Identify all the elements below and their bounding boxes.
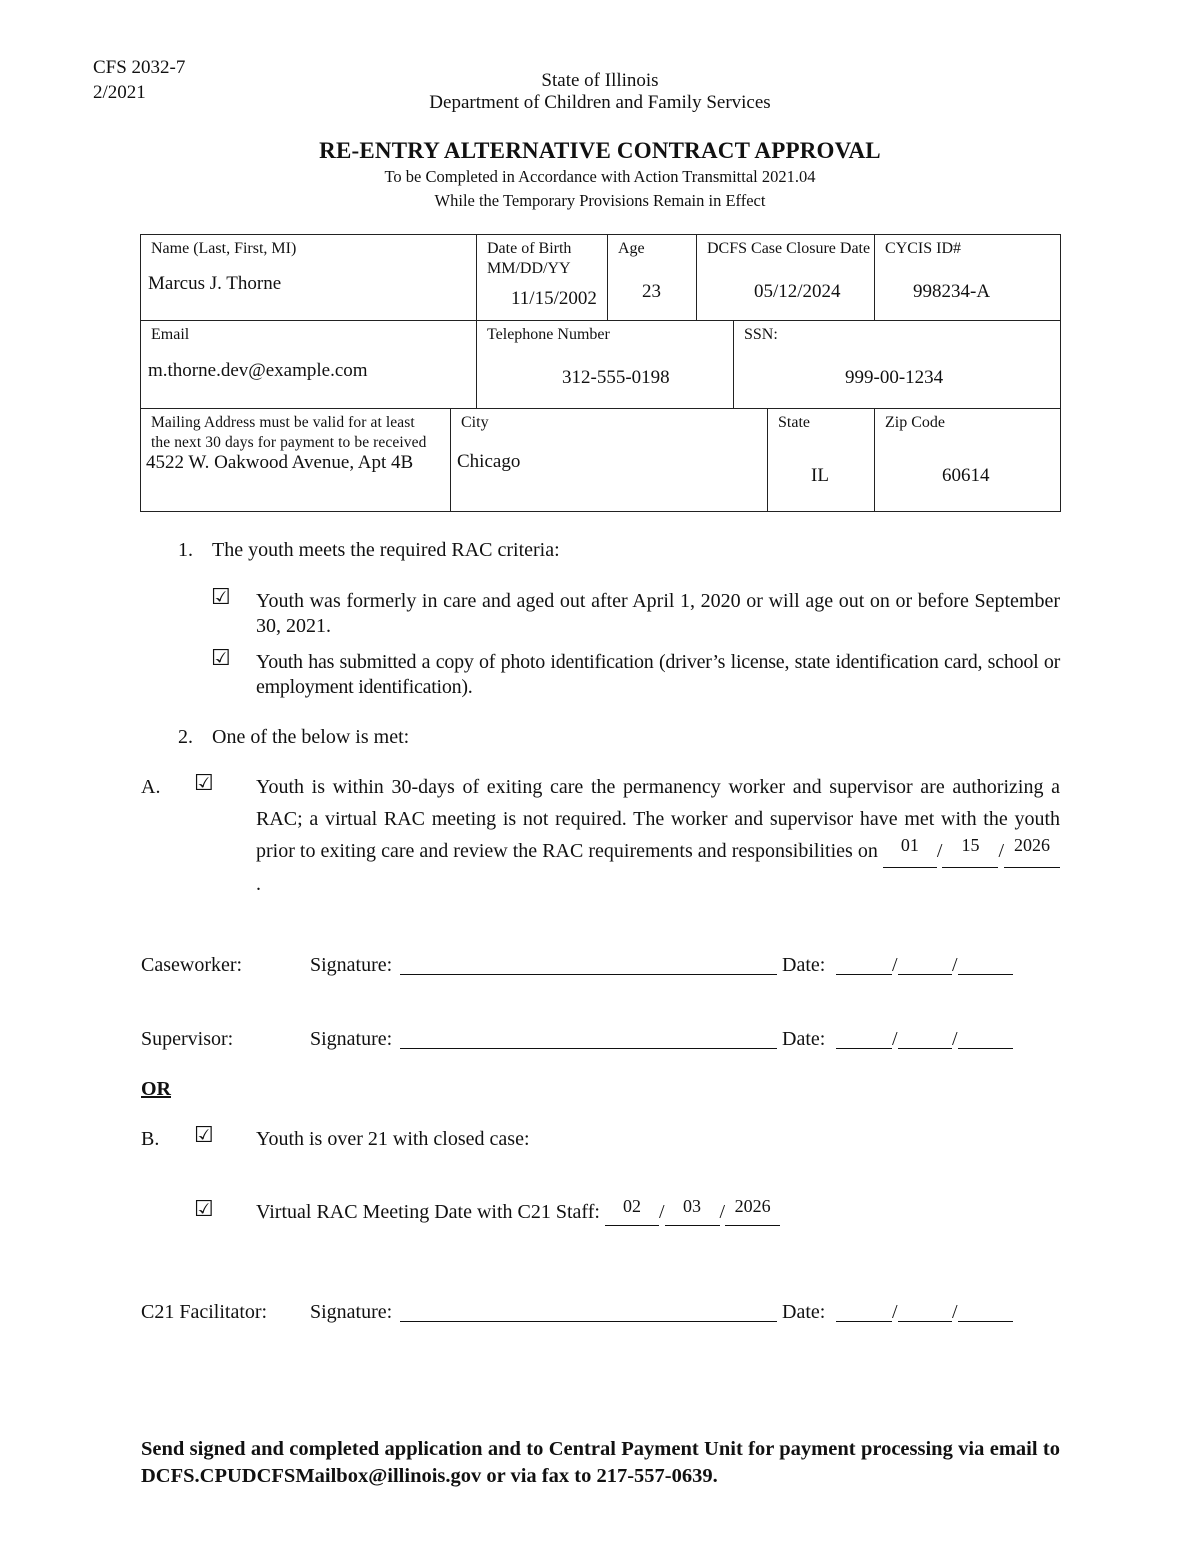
telephone-cell[interactable]	[477, 321, 734, 409]
date-slash: /	[892, 1028, 898, 1050]
date-slash: /	[952, 1301, 958, 1323]
ssn-label: SSN:	[744, 326, 778, 343]
submission-instructions: Send signed and completed application and to Central Payment Unit for payment processing via email to DCFS.CPUDCFSMailbox@illinois.gov or via fax to 217-557-0639.	[141, 1438, 1060, 1487]
facilitator-date-year[interactable]	[958, 1321, 1013, 1322]
option-b-checkbox[interactable]: ☑	[194, 1123, 214, 1148]
supervisor-date-label: Date:	[782, 1028, 826, 1050]
caseworker-date-label: Date:	[782, 954, 826, 976]
form-subtitle-2: While the Temporary Provisions Remain in Effect	[434, 191, 766, 210]
zip-label: Zip Code	[885, 414, 946, 431]
state-cell[interactable]	[768, 409, 875, 512]
date-slash: /	[952, 954, 958, 976]
option-b-text: Youth is over 21 with closed case:	[256, 1128, 530, 1150]
state-label: State	[778, 414, 810, 431]
dob-cell[interactable]	[477, 235, 608, 321]
supervisor-label: Supervisor:	[141, 1028, 234, 1050]
virtual-meeting-year[interactable]: 2026	[725, 1200, 780, 1226]
name-value: Marcus J. Thorne	[148, 273, 282, 294]
address-cell[interactable]	[141, 409, 451, 512]
email-cell[interactable]	[141, 321, 477, 409]
facilitator-label: C21 Facilitator:	[141, 1301, 268, 1323]
form-title: RE-ENTRY ALTERNATIVE CONTRACT APPROVAL	[319, 138, 881, 163]
facilitator-signature-line[interactable]	[400, 1321, 777, 1322]
supervisor-date-year[interactable]	[958, 1048, 1013, 1049]
form-number: CFS 2032-7	[93, 57, 186, 78]
facilitator-date-month[interactable]	[836, 1321, 892, 1322]
department-heading: Department of Children and Family Services	[429, 92, 771, 113]
supervisor-date-day[interactable]	[898, 1048, 952, 1049]
caseworker-signature-label: Signature:	[310, 954, 393, 976]
zip-value: 60614	[942, 465, 990, 486]
age-cell[interactable]	[608, 235, 697, 321]
supervisor-date-month[interactable]	[836, 1048, 892, 1049]
virtual-meeting-month[interactable]: 02	[605, 1200, 659, 1226]
option-a-letter: A.	[141, 776, 161, 798]
age-label: Age	[618, 240, 645, 257]
address-label: Mailing Address must be valid for at least the next 30 days for payment to be received	[151, 414, 427, 451]
dob-value: 11/15/2002	[511, 288, 597, 309]
criteria-2-text: Youth has submitted a copy of photo identification (driver’s license, state identification card, school or employment identification).	[256, 651, 1060, 698]
option-a-checkbox[interactable]: ☑	[194, 771, 214, 796]
case-closure-value: 05/12/2024	[754, 281, 841, 302]
virtual-meeting-day[interactable]: 03	[665, 1200, 720, 1226]
dob-label: Date of Birth MM/DD/YY	[487, 240, 572, 277]
youth-info-table	[140, 234, 1061, 512]
option-a-year[interactable]: 2026	[1004, 835, 1060, 868]
supervisor-signature-label: Signature:	[310, 1028, 393, 1050]
cycis-cell[interactable]	[875, 235, 1061, 321]
or-separator: OR	[141, 1078, 171, 1100]
supervisor-signature-line[interactable]	[400, 1048, 777, 1049]
virtual-meeting-line: Virtual RAC Meeting Date with C21 Staff: 02 / 03 / 2026	[256, 1200, 780, 1226]
form-subtitle-1: To be Completed in Accordance with Action Transmittal 2021.04	[384, 167, 816, 186]
criteria-1-checkbox[interactable]: ☑	[211, 585, 231, 610]
caseworker-signature-line[interactable]	[400, 974, 777, 975]
virtual-meeting-checkbox[interactable]: ☑	[194, 1197, 214, 1222]
ssn-cell[interactable]	[734, 321, 1061, 409]
state-heading: State of Illinois	[541, 70, 659, 91]
cycis-label: CYCIS ID#	[885, 240, 962, 257]
state-value: IL	[811, 465, 829, 486]
form-revision-date: 2/2021	[93, 82, 146, 103]
option-a-month[interactable]: 01	[883, 835, 937, 868]
cycis-value: 998234-A	[913, 281, 991, 302]
criteria-1-text: Youth was formerly in care and aged out after April 1, 2020 or will age out on or before September 30, 2021.	[256, 590, 1060, 637]
facilitator-date-day[interactable]	[898, 1321, 952, 1322]
case-closure-cell[interactable]	[697, 235, 875, 321]
city-cell[interactable]	[451, 409, 768, 512]
email-value: m.thorne.dev@example.com	[148, 360, 368, 381]
caseworker-date-day[interactable]	[898, 974, 952, 975]
caseworker-date-month[interactable]	[836, 974, 892, 975]
section-1-number: 1.	[178, 539, 193, 561]
name-cell[interactable]	[141, 235, 477, 321]
telephone-value: 312-555-0198	[562, 367, 670, 388]
section-1-text: The youth meets the required RAC criteria:	[212, 539, 560, 561]
caseworker-date-year[interactable]	[958, 974, 1013, 975]
telephone-label: Telephone Number	[487, 326, 610, 343]
name-label: Name (Last, First, MI)	[151, 240, 297, 257]
caseworker-label: Caseworker:	[141, 954, 243, 976]
case-closure-label: DCFS Case Closure Date	[707, 240, 871, 257]
zip-cell[interactable]	[875, 409, 1061, 512]
facilitator-signature-label: Signature:	[310, 1301, 393, 1323]
criteria-2-checkbox[interactable]: ☑	[211, 646, 231, 671]
city-value: Chicago	[457, 451, 521, 472]
date-slash: /	[952, 1028, 958, 1050]
option-a-day[interactable]: 15	[942, 835, 998, 868]
facilitator-date-label: Date:	[782, 1301, 826, 1323]
city-label: City	[461, 414, 489, 431]
address-value: 4522 W. Oakwood Avenue, Apt 4B	[146, 452, 414, 473]
option-b-letter: B.	[141, 1128, 160, 1150]
ssn-value: 999-00-1234	[845, 367, 944, 388]
date-slash: /	[892, 1301, 898, 1323]
age-value: 23	[642, 281, 661, 302]
email-label: Email	[151, 326, 190, 343]
section-2-number: 2.	[178, 726, 193, 748]
section-2-text: One of the below is met:	[212, 726, 410, 748]
date-slash: /	[892, 954, 898, 976]
option-a-text: Youth is within 30-days of exiting care the permanency worker and supervisor are authorizing a RAC; a virtual RAC meeting is not required. The worker and supervisor have met with the youth prior to exiting care and review the RAC requirements and responsibilities on 01 / 15 / 2026.	[256, 776, 1060, 895]
